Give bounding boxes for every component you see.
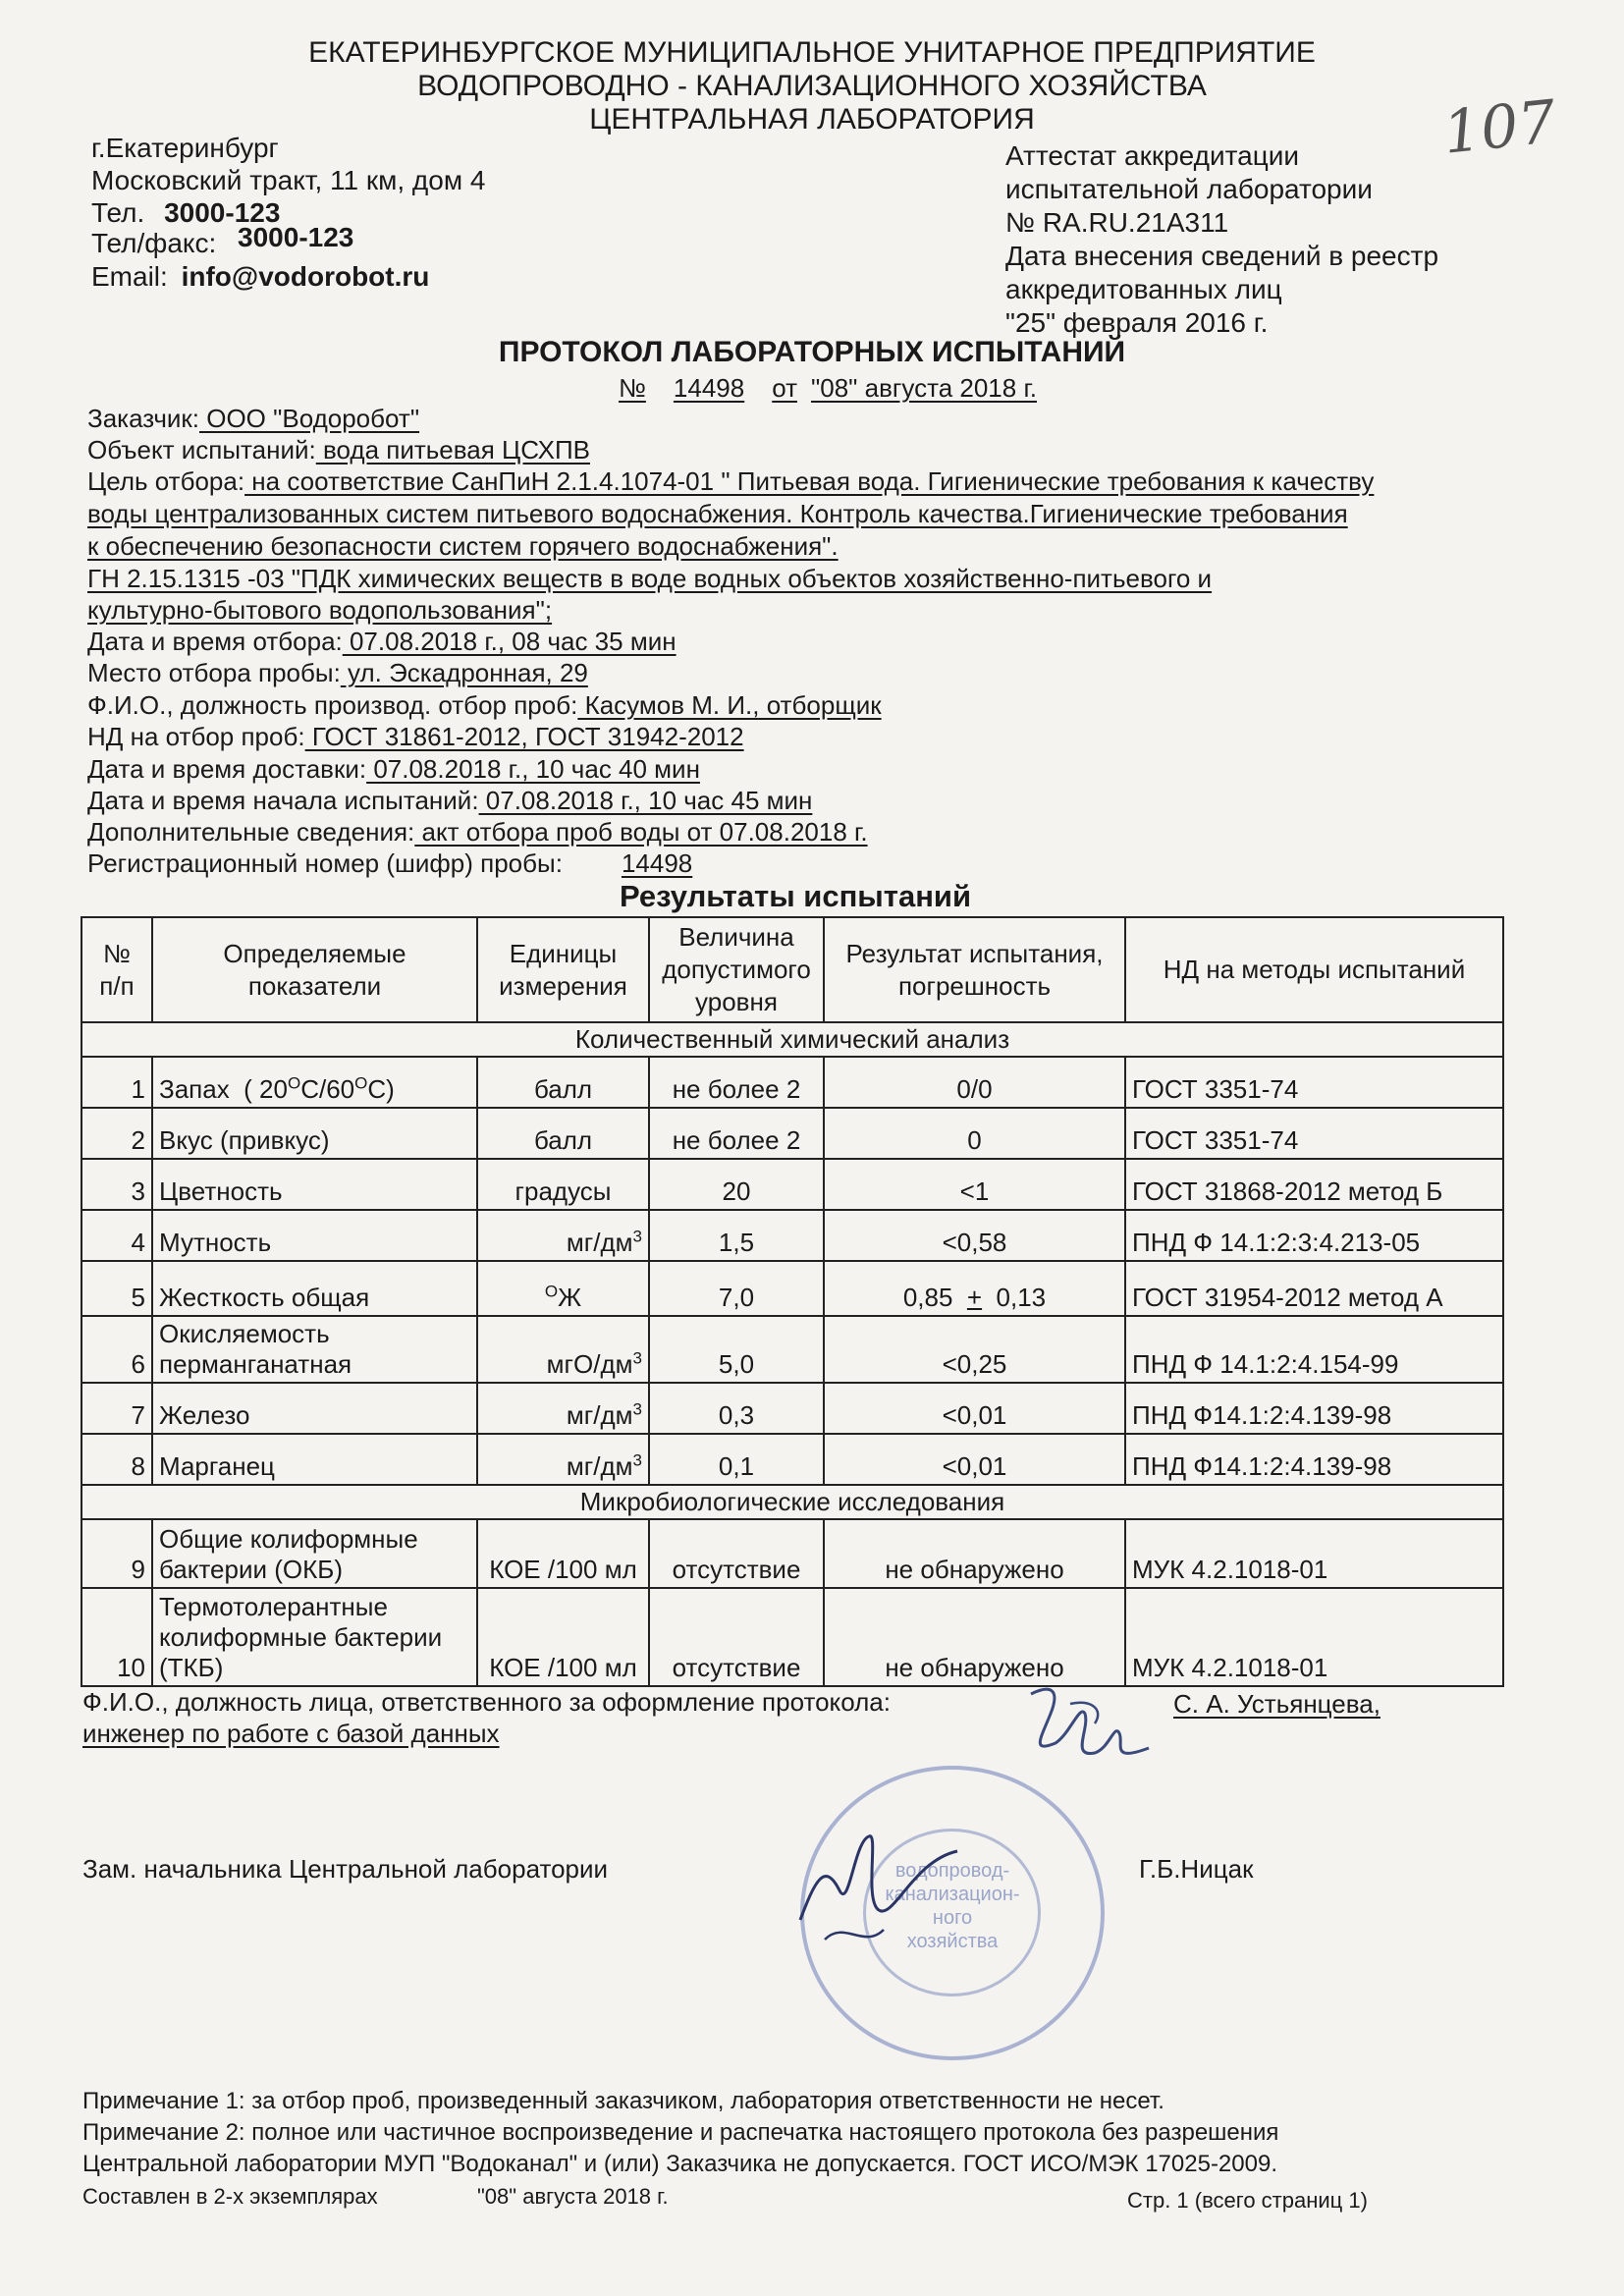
section-row-microbiology — [81, 1485, 1503, 1519]
stamp-text-4: хозяйства — [906, 1931, 999, 1952]
results-title: Результаты испытаний — [619, 879, 972, 913]
email-label: Email: — [91, 261, 168, 292]
row-unit: КОЕ /100 мл — [477, 1588, 649, 1686]
row-unit: $мг/дм^3$ — [477, 1383, 649, 1434]
row-limit: отсутствие — [649, 1519, 824, 1588]
purpose-line1 — [87, 466, 1374, 497]
responsible-signature — [1011, 1684, 1168, 1773]
responsible-position: инженер по работе с базой данных — [82, 1719, 500, 1748]
customer-label: Заказчик: — [87, 404, 200, 433]
customer-value: ООО "Водоробот" — [199, 404, 420, 433]
sampler-label: Ф.И.О., должность производ. отбор проб: — [87, 690, 578, 720]
table-row — [81, 1316, 1503, 1383]
object-value: вода питьевая ЦСХПВ — [315, 435, 590, 465]
table-row — [81, 1588, 1503, 1686]
row-method: МУК 4.2.1018-01 — [1125, 1588, 1503, 1686]
accreditation-line4: Дата внесения сведений в реестр — [1005, 241, 1439, 271]
responsible-name: С. А. Устьянцева, — [1173, 1689, 1380, 1719]
delivery-value: 07.08.2018 г., 10 час 40 мин — [366, 754, 700, 784]
sampler-value: Касумов М. И., отборщик — [577, 690, 882, 720]
purpose-line4: ГН 2.15.1315 -03 "ПДК химических веществ в воде водных объектов хозяйственно-питьевого и — [87, 564, 1213, 593]
section-microbiology-label: Микробиологические исследования — [81, 1485, 1503, 1519]
fax-row — [91, 222, 354, 259]
row-method: ГОСТ 31954-2012 метод А — [1125, 1261, 1503, 1316]
protocol-date-label: от — [772, 373, 798, 403]
row-num: 2 — [81, 1108, 152, 1159]
row-result: <1 — [824, 1159, 1125, 1210]
sampling-datetime-label: Дата и время отбора: — [87, 627, 343, 656]
row-num: 8 — [81, 1434, 152, 1485]
row-num: 6 — [81, 1316, 152, 1383]
org-name-line2: ВОДОПРОВОДНО - КАНАЛИЗАЦИОННОГО ХОЗЯЙСТВА — [417, 70, 1207, 102]
note-2: Примечание 2: полное или частичное воспроизведение и распечатка настоящего протокола без разрешения — [82, 2119, 1279, 2146]
section-chemical-label: Количественный химический анализ — [81, 1022, 1503, 1057]
purpose-line2: воды централизованных систем питьевого водоснабжения. Контроль качества.Гигиенические требования — [87, 499, 1348, 528]
handwritten-page-number: 107 — [1439, 87, 1559, 168]
row-num: 4 — [81, 1210, 152, 1261]
extra-info-line — [87, 817, 868, 847]
row-num: 9 — [81, 1519, 152, 1588]
sampling-place-label: Место отбора пробы: — [87, 658, 341, 687]
row-result: <0,58 — [824, 1210, 1125, 1261]
protocol-number-line — [619, 373, 1037, 404]
test-start-label: Дата и время начала испытаний: — [87, 786, 479, 815]
copies-note: Составлен в 2-х экземплярах — [82, 2184, 378, 2209]
note-3: Центральной лаборатории МУП "Водоканал" и (или) Заказчика не допускается. ГОСТ ИСО/МЭК 17025-2009. — [82, 2151, 1277, 2177]
row-unit: градусы — [477, 1159, 649, 1210]
table-row — [81, 1108, 1503, 1159]
stamp-text-2: канализацион- — [885, 1884, 1020, 1905]
row-limit: не более 2 — [649, 1108, 824, 1159]
org-name-line1: ЕКАТЕРИНБУРГСКОЕ МУНИЦИПАЛЬНОЕ УНИТАРНОЕ ПРЕДПРИЯТИЕ — [308, 36, 1316, 69]
address-city: г.Екатеринбург — [91, 133, 279, 163]
sampling-datetime-value: 07.08.2018 г., 08 час 35 мин — [342, 627, 677, 656]
sampling-nd-line — [87, 722, 744, 752]
table-row — [81, 1434, 1503, 1485]
table-row — [81, 1159, 1503, 1210]
sampling-nd-label: НД на отбор проб: — [87, 722, 305, 751]
row-indicator: Термотолерантные колиформные бактерии (ТКБ) — [152, 1588, 477, 1686]
accreditation-line1: Аттестат аккредитации — [1005, 140, 1300, 171]
protocol-number-label: № — [619, 373, 646, 403]
extra-info-label: Дополнительные сведения: — [87, 817, 415, 847]
row-indicator: Запах ( $20^ОС/60^ОС$) — [152, 1057, 477, 1108]
row-indicator: Жесткость общая — [152, 1261, 477, 1316]
sampling-place-line — [87, 658, 588, 688]
row-method: ПНД Ф14.1:2:4.139-98 — [1125, 1383, 1503, 1434]
results-table — [81, 916, 1504, 1687]
row-num: 3 — [81, 1159, 152, 1210]
row-method: ГОСТ 31868-2012 метод Б — [1125, 1159, 1503, 1210]
deputy-label: Зам. начальника Центральной лаборатории — [82, 1854, 609, 1884]
row-indicator: Цветность — [152, 1159, 477, 1210]
sampling-place-value: ул. Эскадронная, 29 — [340, 658, 588, 687]
section-row-chemical — [81, 1022, 1503, 1057]
delivery-line — [87, 754, 700, 785]
row-limit: не более 2 — [649, 1057, 824, 1108]
purpose-value-1: на соответствие СанПиН 2.1.4.1074-01 " Питьевая вода. Гигиенические требования к качеству — [244, 466, 1375, 496]
stamp-text-3: ного — [932, 1907, 973, 1929]
tel-label: Тел. — [91, 197, 145, 228]
purpose-label: Цель отбора: — [87, 466, 245, 496]
purpose-line5: культурно-бытового водопользования"; — [87, 595, 553, 625]
row-indicator: Вкус (привкус) — [152, 1108, 477, 1159]
reg-number-value: 14498 — [621, 848, 693, 878]
row-limit: 20 — [649, 1159, 824, 1210]
responsible-label: Ф.И.О., должность лица, ответственного за оформление протокола: — [82, 1687, 891, 1717]
row-num: 1 — [81, 1057, 152, 1108]
table-header-row — [81, 917, 1503, 1022]
row-indicator: Окисляемость перманганатная — [152, 1316, 477, 1383]
row-limit: отсутствие — [649, 1588, 824, 1686]
col-header-unit: Единицы измерения — [477, 917, 649, 1022]
purpose-line3: к обеспечению безопасности систем горячего водоснабжения". — [87, 531, 839, 561]
table-row — [81, 1261, 1503, 1316]
col-header-result: Результат испытания, погрешность — [824, 917, 1125, 1022]
row-unit: балл — [477, 1057, 649, 1108]
row-unit: КОЕ /100 мл — [477, 1519, 649, 1588]
accreditation-date: "25" февраля 2016 г. — [1005, 307, 1269, 338]
col-header-num: № п/п — [81, 917, 152, 1022]
accreditation-line2: испытательной лаборатории — [1005, 174, 1373, 204]
row-method: ГОСТ 3351-74 — [1125, 1057, 1503, 1108]
protocol-number: 14498 — [673, 373, 745, 403]
row-result: <0,25 — [824, 1316, 1125, 1383]
protocol-date: "08" августа 2018 г. — [811, 373, 1037, 403]
row-num: 7 — [81, 1383, 152, 1434]
row-method: МУК 4.2.1018-01 — [1125, 1519, 1503, 1588]
row-limit: 1,5 — [649, 1210, 824, 1261]
row-result: 0 — [824, 1108, 1125, 1159]
customer-line — [87, 404, 419, 434]
deputy-name: Г.Б.Ницак — [1139, 1854, 1254, 1884]
table-row — [81, 1057, 1503, 1108]
row-result: <0,01 — [824, 1383, 1125, 1434]
row-method: ГОСТ 3351-74 — [1125, 1108, 1503, 1159]
page-number: Стр. 1 (всего страниц 1) — [1127, 2188, 1368, 2213]
row-limit: 7,0 — [649, 1261, 824, 1316]
row-unit: балл — [477, 1108, 649, 1159]
deputy-signature — [785, 1802, 962, 1969]
row-num: 10 — [81, 1588, 152, 1686]
row-method: ПНД Ф 14.1:2:4.154-99 — [1125, 1316, 1503, 1383]
col-header-indicator: Определяемые показатели — [152, 917, 477, 1022]
row-indicator: Общие колиформные бактерии (ОКБ) — [152, 1519, 477, 1588]
lab-name: ЦЕНТРАЛЬНАЯ ЛАБОРАТОРИЯ — [589, 103, 1035, 136]
row-unit: $мг/дм^3$ — [477, 1434, 649, 1485]
reg-number-line — [87, 848, 692, 879]
row-limit: 0,1 — [649, 1434, 824, 1485]
col-header-limit: Величина допустимого уровня — [649, 917, 824, 1022]
object-line — [87, 435, 590, 465]
delivery-label: Дата и время доставки: — [87, 754, 367, 784]
row-result: 0,85 + 0,13 — [824, 1261, 1125, 1316]
accreditation-number: № RA.RU.21A311 — [1005, 207, 1229, 238]
address-street: Московский тракт, 11 км, дом 4 — [91, 165, 486, 195]
row-method: ПНД Ф 14.1:2:3:4.213-05 — [1125, 1210, 1503, 1261]
sampling-datetime-line — [87, 627, 677, 657]
test-start-value: 07.08.2018 г., 10 час 45 мин — [478, 786, 813, 815]
row-unit: $мг/дм^3$ — [477, 1210, 649, 1261]
footer-date: "08" августа 2018 г. — [477, 2184, 669, 2209]
accreditation-line5: аккредитованных лиц — [1005, 274, 1282, 304]
row-result: <0,01 — [824, 1434, 1125, 1485]
row-result: 0/0 — [824, 1057, 1125, 1108]
table-row — [81, 1383, 1503, 1434]
row-result: не обнаружено — [824, 1519, 1125, 1588]
test-start-line — [87, 786, 812, 816]
row-indicator: Железо — [152, 1383, 477, 1434]
tel-value: 3000-123 — [164, 197, 281, 228]
extra-info-value: акт отбора проб воды от 07.08.2018 г. — [414, 817, 868, 847]
reg-number-label: Регистрационный номер (шифр) пробы: — [87, 848, 563, 878]
sampler-line — [87, 690, 882, 721]
row-indicator: Мутность — [152, 1210, 477, 1261]
table-row — [81, 1519, 1503, 1588]
row-method: ПНД Ф14.1:2:4.139-98 — [1125, 1434, 1503, 1485]
sampling-nd-value: ГОСТ 31861-2012, ГОСТ 31942-2012 — [304, 722, 744, 751]
row-limit: 5,0 — [649, 1316, 824, 1383]
row-num: 5 — [81, 1261, 152, 1316]
protocol-title: ПРОТОКОЛ ЛАБОРАТОРНЫХ ИСПЫТАНИЙ — [498, 336, 1126, 368]
object-label: Объект испытаний: — [87, 435, 316, 465]
fax-label: Тел/факс: — [91, 228, 217, 258]
email-value: info@vodorobot.ru — [181, 261, 430, 292]
email-row — [91, 261, 429, 293]
col-header-method: НД на методы испытаний — [1125, 917, 1503, 1022]
stamp-text-1: водопровод- — [894, 1860, 1010, 1882]
fax-value: 3000-123 — [238, 222, 354, 252]
row-limit: 0,3 — [649, 1383, 824, 1434]
note-1: Примечание 1: за отбор проб, произведенный заказчиком, лаборатория ответственности не несет. — [82, 2088, 1164, 2114]
table-row — [81, 1210, 1503, 1261]
row-unit: $^О$Ж — [477, 1261, 649, 1316]
row-indicator: Марганец — [152, 1434, 477, 1485]
row-unit: мгО/$дм^3$ — [477, 1316, 649, 1383]
row-result: не обнаружено — [824, 1588, 1125, 1686]
